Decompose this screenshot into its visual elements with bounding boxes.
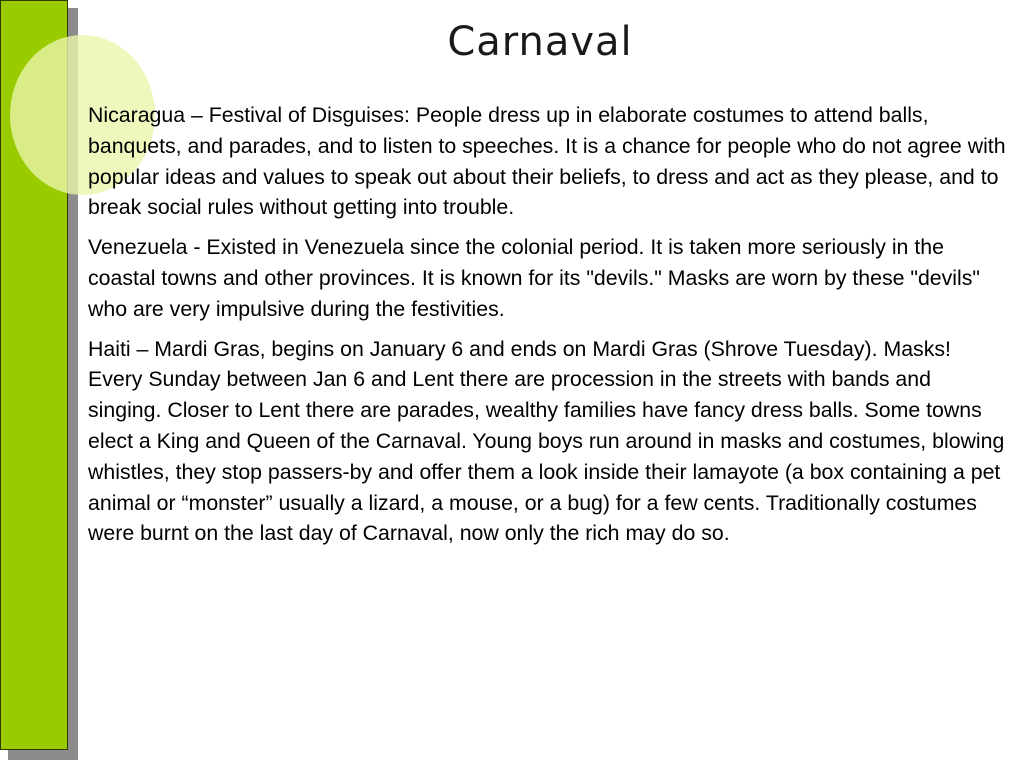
paragraph-venezuela: Venezuela - Existed in Venezuela since the colonial period. It is taken more seriously in the coastal towns and other provinces. It is known for its "devils." Masks are worn by these "devils" who are very impulsive during the festivities.	[88, 235, 980, 321]
paragraph-nicaragua: Nicaragua – Festival of Disguises: People dress up in elaborate costumes to attend balls, banquets, and parades, and to listen to speeches. It is a chance for people who do not agree with popular ideas and values to speak out about their beliefs, to dress and act as they please, and to break social rules without getting into trouble.	[88, 103, 1006, 220]
slide-title: Carnaval	[447, 19, 633, 65]
slide-body	[88, 100, 1010, 558]
paragraph-haiti: Haiti – Mardi Gras, begins on January 6 and ends on Mardi Gras (Shrove Tuesday). Masks! Every Sunday between Jan 6 and Lent there are procession in the streets with bands and singing. Closer to Lent there are parades, wealthy families have fancy dress balls. Some towns elect a King and Queen of the Carnaval. Young boys run around in masks and costumes, blowing whistles, they stop passers-by and offer them a look inside their lamayote (a box containing a pet animal or “monster” usually a lizard, a mouse, or a bug) for a few cents. Traditionally costumes were burnt on the last day of Carnaval, now only the rich may do so.	[88, 336, 1005, 546]
